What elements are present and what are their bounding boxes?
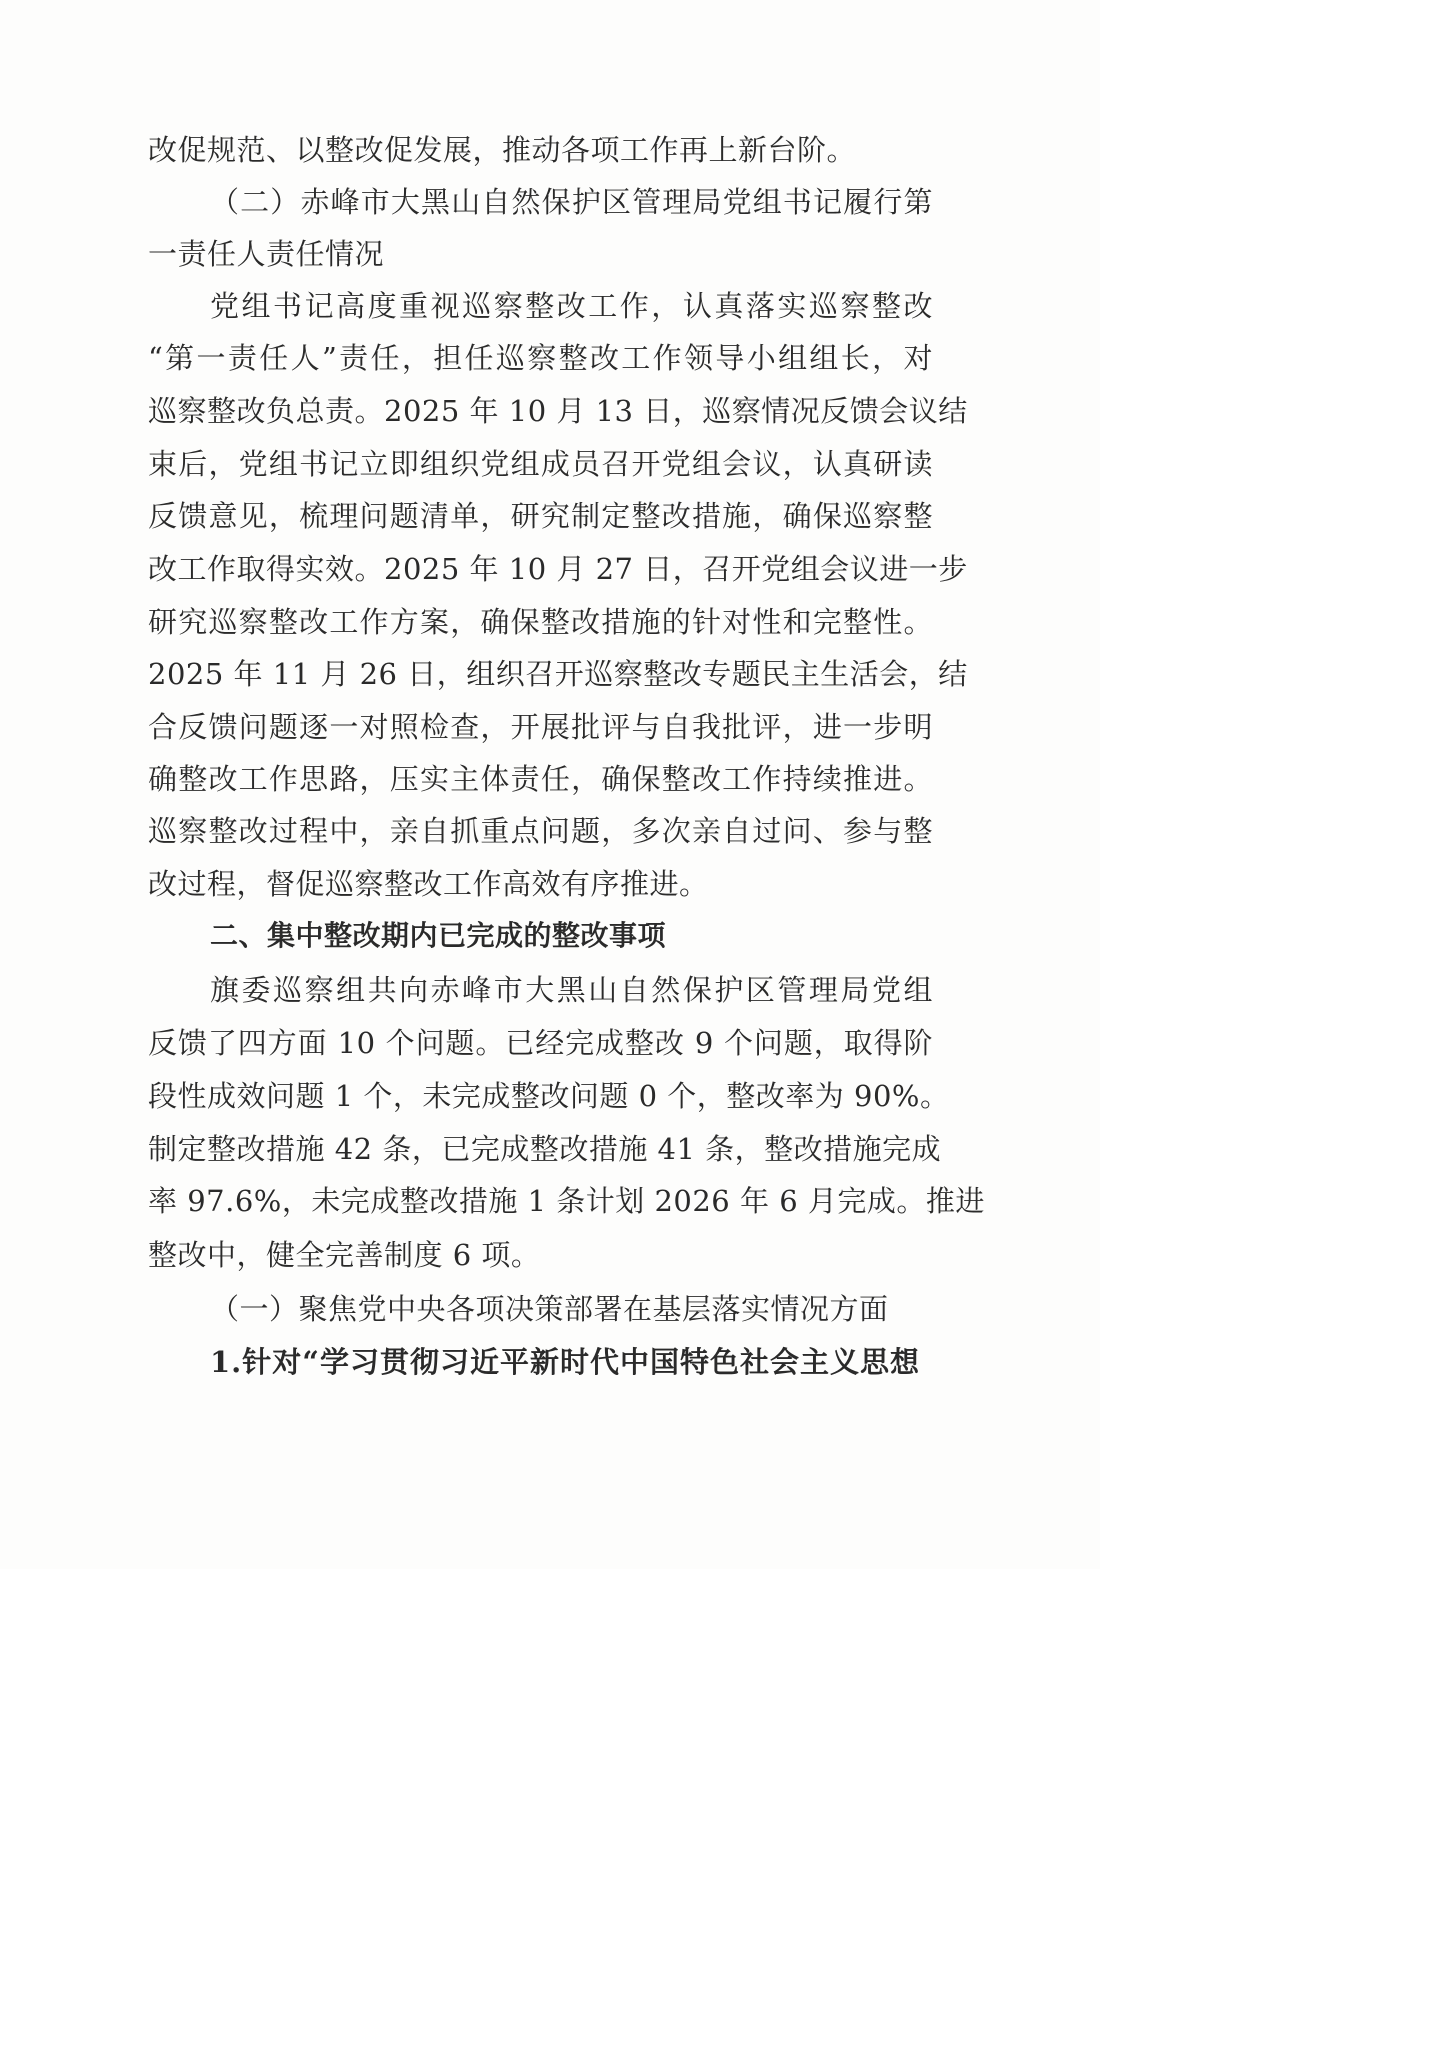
subsection-title: （一）聚焦党中央各项决策部署在基层落实情况方面 — [210, 1292, 889, 1326]
section-title-line: 一责任人责任情况 — [148, 237, 385, 271]
paragraph-line: 2025 年 11 月 26 日，组织召开巡察整改专题民主生活会，结 — [148, 657, 968, 691]
paragraph-line: 合反馈问题逐一对照检查，开展批评与自我批评，进一步明 — [148, 710, 933, 744]
paragraph-line: 改工作取得实效。2025 年 10 月 27 日，召开党组会议进一步 — [148, 552, 968, 586]
paragraph-line: 巡察整改过程中，亲自抓重点问题，多次亲自过问、参与整 — [148, 814, 933, 848]
section-heading: 二、集中整改期内已完成的整改事项 — [210, 919, 667, 952]
paragraph-line: 反馈了四方面 10 个问题。已经完成整改 9 个问题，取得阶 — [148, 1026, 933, 1060]
paragraph-line: 段性成效问题 1 个，未完成整改问题 0 个，整改率为 90%。 — [148, 1079, 950, 1113]
paragraph-line: 巡察整改负总责。2025 年 10 月 13 日，巡察情况反馈会议结 — [148, 394, 968, 428]
paragraph-line: 反馈意见，梳理问题清单，研究制定整改措施，确保巡察整 — [148, 499, 933, 533]
paragraph-line: “第一责任人”责任，担任巡察整改工作领导小组组长，对 — [148, 341, 933, 375]
paragraph-line: 党组书记高度重视巡察整改工作，认真落实巡察整改 — [210, 289, 933, 323]
paragraph-line: 改过程，督促巡察整改工作高效有序推进。 — [148, 867, 709, 901]
paragraph-line: 整改中，健全完善制度 6 项。 — [148, 1238, 541, 1272]
paragraph-line: 束后，党组书记立即组织党组成员召开党组会议，认真研读 — [148, 447, 933, 481]
paragraph-line: 率 97.6%，未完成整改措施 1 条计划 2026 年 6 月完成。推进 — [148, 1184, 985, 1218]
item-title: 1.针对“学习贯彻习近平新时代中国特色社会主义思想 — [210, 1345, 920, 1379]
paragraph-line: 确整改工作思路，压实主体责任，确保整改工作持续推进。 — [148, 762, 933, 796]
section-title-line: （二）赤峰市大黑山自然保护区管理局党组书记履行第 — [210, 185, 933, 219]
paragraph-line: 改促规范、以整改促发展，推动各项工作再上新台阶。 — [148, 133, 857, 167]
paragraph-line: 研究巡察整改工作方案，确保整改措施的针对性和完整性。 — [148, 605, 933, 639]
paragraph-line: 制定整改措施 42 条，已完成整改措施 41 条，整改措施完成 — [148, 1132, 942, 1166]
paragraph-line: 旗委巡察组共向赤峰市大黑山自然保护区管理局党组 — [210, 973, 933, 1007]
